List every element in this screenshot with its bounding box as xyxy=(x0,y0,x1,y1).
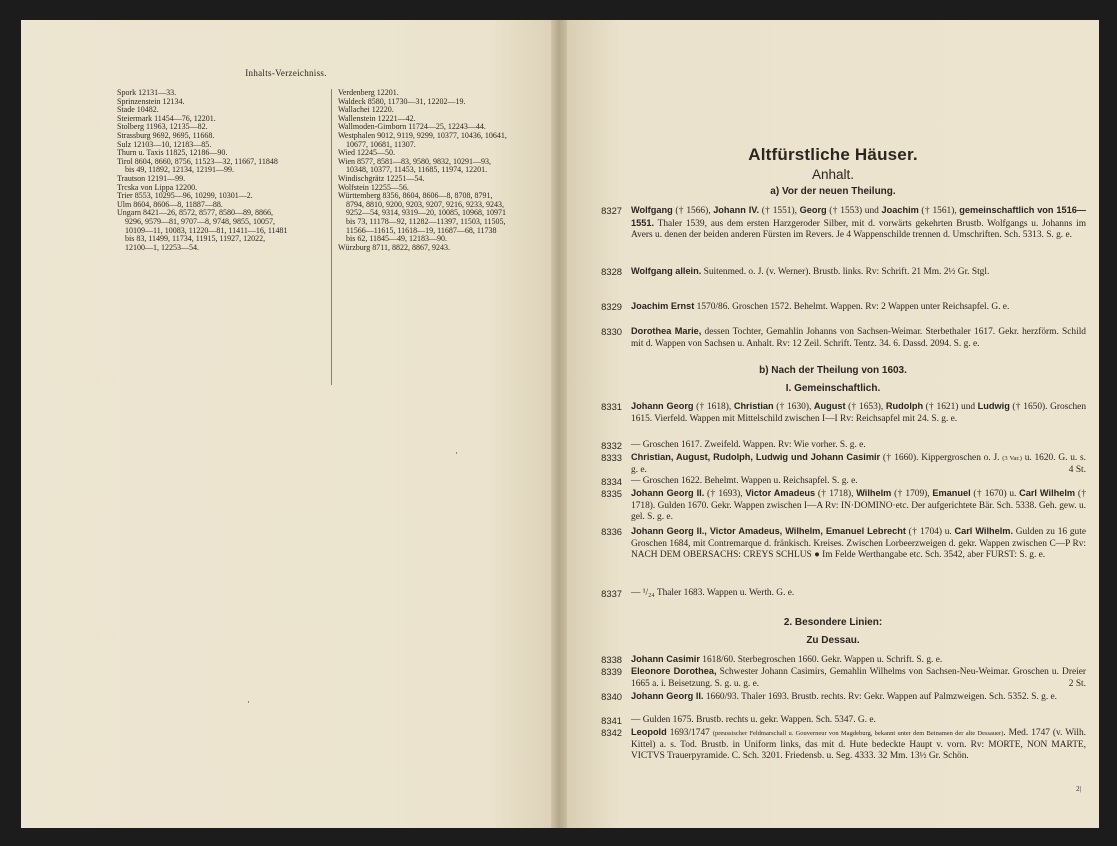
index-entry: 10348, 10377, 11453, 11685, 11974, 12201. xyxy=(338,165,488,175)
item-description: Wolfgang († 1566), Johann IV. († 1551), Georg († 1553) und Joachim († 1561), gemeinschaftlich von 1516—1551. Thaler 1539, aus dem ersten Harzgeroder Silber, mit d. vorwärts gekehrten Brustb. Wolfgangs u. Johanns im Avers u. denen der beiden anderen Fürsten im Revers. Je 4 Wappenschilde trennen d. Umschriften. Sch. 5313. S. g. e. xyxy=(631,205,1086,241)
subsection-heading: b) Nach der Theilung von 1603. xyxy=(759,365,907,376)
index-entry: 9296, 9579—81, 9707—8, 9748, 9855, 10057, xyxy=(117,216,275,226)
subsection-heading: a) Vor der neuen Theilung. xyxy=(770,186,896,197)
index-entry: Wallachei 12220. xyxy=(338,105,394,115)
item-description: — Gulden 1675. Brustb. rechts u. gekr. Wappen. Sch. 5347. G. e. xyxy=(631,715,876,725)
book-gutter xyxy=(551,20,567,828)
index-entry: 9252—54, 9314, 9319—20, 10085, 10968, 10971 xyxy=(338,208,506,218)
subsection-heading: I. Gemeinschaftlich. xyxy=(785,383,881,394)
section-heading: Anhalt. xyxy=(811,167,855,182)
item-number: 8332 xyxy=(601,440,622,451)
index-entry: Waldeck 8580, 11730—31, 12202—19. xyxy=(338,96,466,106)
item-description: Johann Georg II. 1660/93. Thaler 1693. Brustb. rechts. Rv: Gekr. Wappen auf Palmzweigen. Sch. 5352. S. g. e. xyxy=(631,691,1058,702)
index-entry: Wolfstein 12255—56. xyxy=(338,182,409,192)
index-entry: Ungarn 8421—26, 8572, 8577, 8580—89, 8866, xyxy=(117,208,273,218)
index-entry: Sprinzenstein 12134. xyxy=(117,96,185,106)
item-number: 8327 xyxy=(601,205,622,216)
index-entry: bis 83, 11499, 11734, 11915, 11927, 12022, xyxy=(117,234,266,244)
index-entry: Würzburg 8711, 8822, 8867, 9243. xyxy=(338,242,450,252)
index-entry: Wien 8577, 8581—83, 9580, 9832, 10291—93, xyxy=(338,156,492,166)
item-description: Christian, August, Rudolph, Ludwig und Johann Casimir († 1660). Kippergroschen o. J. (3 Var.) u. 1620. G. u. s. g. e. 4 St. xyxy=(631,452,1086,475)
item-number: 8341 xyxy=(601,715,622,726)
right-page xyxy=(567,20,1099,828)
index-entry: Steiermark 11454—76, 12201. xyxy=(117,113,216,123)
index-entry: Wied 12245—50. xyxy=(338,148,396,158)
item-description: Joachim Ernst 1570/86. Groschen 1572. Behelmt. Wappen. Rv: 2 Wappen unter Reichsapfel. G. e. xyxy=(631,301,1010,312)
index-entry: Thurn u. Taxis 11825, 12186—90. xyxy=(117,148,228,158)
item-description: — ¹/₂₄ Thaler 1683. Wappen u. Werth. G. e. xyxy=(631,588,795,598)
index-entry: Spork 12131—33. xyxy=(117,88,177,97)
item-description: Eleonore Dorothea, Schwester Johann Casimirs, Gemahlin Wilhelms von Sachsen-Neu-Weimar. Groschen u. Dreier 1665 a. i. Beisetzung. S. g. u. g. e. 2 St. xyxy=(631,666,1087,689)
item-description: — Groschen 1622. Behelmt. Wappen u. Reichsapfel. S. g. e. xyxy=(631,476,858,486)
index-entry: 10109—11, 10083, 11220—81, 11411—16, 11481 xyxy=(117,225,288,235)
item-description: Johann Georg († 1618), Christian († 1630), August († 1653), Rudolph († 1621) und Ludwig († 1650). Groschen 1615. Vierfeld. Wappen mit Mittelschild zwischen I—I Rv: Reichsapfel mit 24. S. g. e. xyxy=(631,401,1087,424)
page-mark: · xyxy=(455,448,458,458)
page-title: Altfürstliche Häuser. xyxy=(748,145,918,164)
index-entry: Verdenberg 12201. xyxy=(338,88,399,97)
item-description: Leopold 1693/1747 (preussischer Feldmarschall u. Gouverneur von Magdeburg, bekannt unter dem Beinamen der alte Dessauer). Med. 1747 (v. Wilh. Kittel) a. s. Tod. Brustb. in Uniform links, das mit d. Hute bedeckte Haupt v. vorn. Rv: MORTE, NON MARTE, VICTVS Trauerpyramide. C. Sch. 3201. Friedensb. u. Seg. 4333. 32 Mm. 13½ Gr. Schön. xyxy=(631,727,1086,762)
item-number: 8329 xyxy=(601,301,622,312)
index-entry: Trier 8553, 10295—96, 10299, 10301—2. xyxy=(117,191,253,201)
item-number: 8334 xyxy=(601,476,622,487)
left-page xyxy=(21,20,551,828)
index-entry: bis 73, 11178—92, 11282—11397, 11503, 11505, xyxy=(338,216,506,226)
index-entry: Stolberg 11963, 12135—82. xyxy=(117,122,208,132)
item-description: Johann Georg II., Victor Amadeus, Wilhelm, Emanuel Lebrecht († 1704) u. Carl Wilhelm. Gulden zu 16 gute Groschen 1684, mit Contremarque d. fränkisch. Kreises. Zwischen Lorbeerzweigen d. gekr. Wappen zwischen C—P Rv: NACH DEM OBERSACHS: CREYS SCHLUS ● Im Felde Werthangabe etc. Sch. 3542, aber FURST: S. g. e. xyxy=(631,526,1086,561)
index-entry: Wallenstein 12221—42. xyxy=(338,113,416,123)
index-entry: Ulm 8604, 8606—8, 11887—88. xyxy=(117,199,223,209)
item-number: 8335 xyxy=(601,488,622,499)
index-entry: 10677, 10681, 11307. xyxy=(338,139,416,149)
index-entry: 8794, 8810, 9200, 9203, 9207, 9216, 9233, 9243, xyxy=(338,199,504,209)
subsection-heading: Zu Dessau. xyxy=(806,635,860,646)
item-number: 8328 xyxy=(601,266,622,277)
index-entry: Windischgrätz 12251—54. xyxy=(338,173,425,183)
item-number: 8338 xyxy=(601,654,622,665)
item-number: 8333 xyxy=(601,452,622,463)
folio: 2| xyxy=(1076,785,1081,793)
running-head: Inhalts-Verzeichniss. xyxy=(245,68,327,78)
index-entry: Württemberg 8356, 8604, 8606—8, 8708, 8791, xyxy=(338,191,493,201)
index-entry: Tirol 8604, 8660, 8756, 11523—32, 11667, 11848 xyxy=(117,156,278,166)
item-number: 8337 xyxy=(601,588,622,599)
index-entry: Strassburg 9692, 9695, 11668. xyxy=(117,130,215,140)
item-description: Johann Casimir 1618/60. Sterbegroschen 1660. Gekr. Wappen u. Schrift. S. g. e. xyxy=(631,654,943,665)
page-mark: · xyxy=(247,697,250,707)
index-column-a xyxy=(117,89,327,252)
index-entry: bis 49, 11892, 12134, 12191—99. xyxy=(117,165,235,175)
item-description: Dorothea Marie, dessen Tochter, Gemahlin Johanns von Sachsen-Weimar. Sterbethaler 1617. Gekr. herzförm. Schild mit d. Wappen von Sachsen u. Anhalt. Rv: 12 Zeil. Schrift. Tentz. 34. 6. Dassd. 2094. S. g. e. xyxy=(631,326,1086,349)
index-entry: 11566—11615, 11618—19, 11687—68, 11738 xyxy=(338,225,497,235)
item-number: 8339 xyxy=(601,666,622,677)
item-number: 8342 xyxy=(601,727,622,738)
index-entry: Trautson 12191—99. xyxy=(117,173,186,183)
subsection-heading: 2. Besondere Linien: xyxy=(783,617,883,628)
index-entry: 12100—1, 12253—54. xyxy=(117,242,199,252)
index-entry: Stade 10482. xyxy=(117,105,159,115)
item-number: 8336 xyxy=(601,526,622,537)
item-description: Wolfgang allein. Suitenmed. o. J. (v. Werner). Brustb. links. Rv: Schrift. 21 Mm. 2½ Gr. Stgl. xyxy=(631,266,990,277)
item-number: 8330 xyxy=(601,326,622,337)
item-number: 8340 xyxy=(601,691,622,702)
index-entry: Wallmoden-Gimborn 11724—25, 12243—44. xyxy=(338,122,486,132)
item-description: Johann Georg II. († 1693), Victor Amadeus († 1718), Wilhelm († 1709), Emanuel († 1670) u. Carl Wilhelm († 1718). Gulden 1670. Gekr. Wappen zwischen I—A Rv: IN·DOMINO·etc. Der aufgerichtete Bär. Sch. 5338. Geh. gew. u. gel. S. g. e. xyxy=(631,488,1087,523)
index-entry: bis 62, 11845—49, 12183—90. xyxy=(338,234,448,244)
item-number: 8331 xyxy=(601,401,622,412)
index-entry: Sulz 12103—10, 12183—85. xyxy=(117,139,212,149)
index-column-b xyxy=(331,89,546,385)
index-entry: Trcska von Lippa 12200. xyxy=(117,182,198,192)
item-description: — Groschen 1617. Zweifeld. Wappen. Rv: Wie vorher. S. g. e. xyxy=(631,440,866,450)
index-entry: Westphalen 9012, 9119, 9299, 10377, 10436, 10641, xyxy=(338,130,507,140)
